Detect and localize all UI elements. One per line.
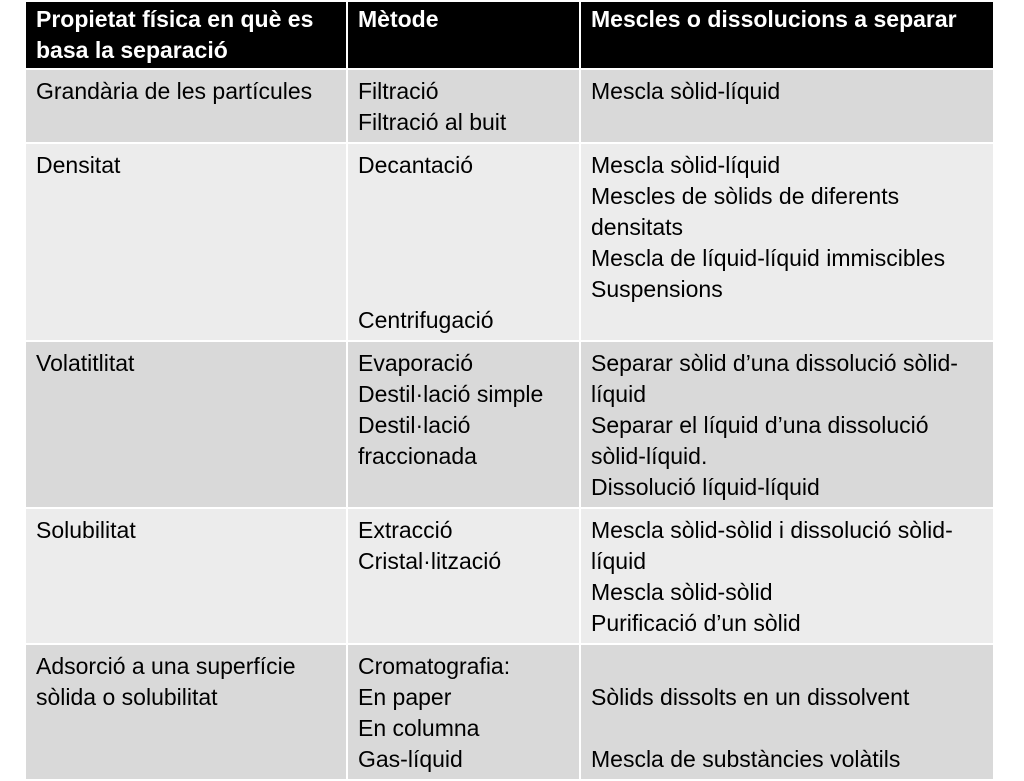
cell-method xyxy=(347,341,580,508)
mixture-item: Mescla sòlid-líquid xyxy=(591,78,781,104)
property-text: Volatitlitat xyxy=(36,350,135,376)
method-item: Filtració xyxy=(358,78,439,104)
property-text: Solubilitat xyxy=(36,517,136,543)
method-item: Destil·lació simple xyxy=(358,381,544,407)
property-text: Densitat xyxy=(36,152,121,178)
method-item: Decantació xyxy=(358,152,474,178)
table-row xyxy=(25,644,994,780)
table-row xyxy=(25,508,994,644)
method-item: Cristal·lització xyxy=(358,548,502,574)
mixture-item: Dissolució líquid-líquid xyxy=(591,474,820,500)
mixture-item: Mescla de substàncies volàtils xyxy=(591,746,901,772)
separation-methods-table xyxy=(24,0,995,781)
property-text: Adsorció a una superfície sòlida o solubilitat xyxy=(36,653,296,710)
mixture-item: Mescla de líquid-líquid immiscibles xyxy=(591,245,946,271)
header-mixtures: Mescles o dissolucions a separar xyxy=(580,1,994,69)
mixture-item: Mescles de sòlids de diferents densitats xyxy=(591,183,900,240)
table-header-row xyxy=(25,1,994,69)
mixture-item: Purificació d’un sòlid xyxy=(591,610,801,636)
header-method: Mètode xyxy=(347,1,580,69)
mixture-item: Mescla sòlid-sòlid xyxy=(591,579,773,605)
mixture-item: Separar el líquid d’una dissolució sòlid-líquid. xyxy=(591,412,929,469)
cell-mixtures xyxy=(580,508,994,644)
table-row xyxy=(25,341,994,508)
cell-mixtures xyxy=(580,69,994,143)
method-item: Filtració al buit xyxy=(358,109,507,135)
cell-property xyxy=(25,341,347,508)
cell-mixtures xyxy=(580,341,994,508)
cell-method xyxy=(347,143,580,341)
cell-property xyxy=(25,644,347,780)
mixture-item: Separar sòlid d’una dissolució sòlid-líquid xyxy=(591,350,958,407)
method-item: Destil·lació fraccionada xyxy=(358,412,477,469)
table-row xyxy=(25,69,994,143)
header-property: Propietat física en què es basa la separació xyxy=(25,1,347,69)
cell-mixtures xyxy=(580,143,994,341)
method-item: Evaporació xyxy=(358,350,474,376)
method-item: Cromatografia: xyxy=(358,653,511,679)
method-item: Centrifugació xyxy=(358,307,494,333)
cell-method xyxy=(347,69,580,143)
cell-property xyxy=(25,143,347,341)
cell-mixtures xyxy=(580,644,994,780)
mixture-item: Suspensions xyxy=(591,276,723,302)
method-item: En columna xyxy=(358,715,480,741)
method-item: Gas-líquid xyxy=(358,746,463,772)
method-item: Extracció xyxy=(358,517,453,543)
method-item: En paper xyxy=(358,684,452,710)
mixture-item: Mescla sòlid-sòlid i dissolució sòlid-líquid xyxy=(591,517,953,574)
mixture-item: Sòlids dissolts en un dissolvent xyxy=(591,684,910,710)
cell-method xyxy=(347,508,580,644)
property-text: Grandària de les partícules xyxy=(36,78,313,104)
table-row xyxy=(25,143,994,341)
cell-property xyxy=(25,69,347,143)
mixture-item: Mescla sòlid-líquid xyxy=(591,152,781,178)
cell-method xyxy=(347,644,580,780)
cell-property xyxy=(25,508,347,644)
